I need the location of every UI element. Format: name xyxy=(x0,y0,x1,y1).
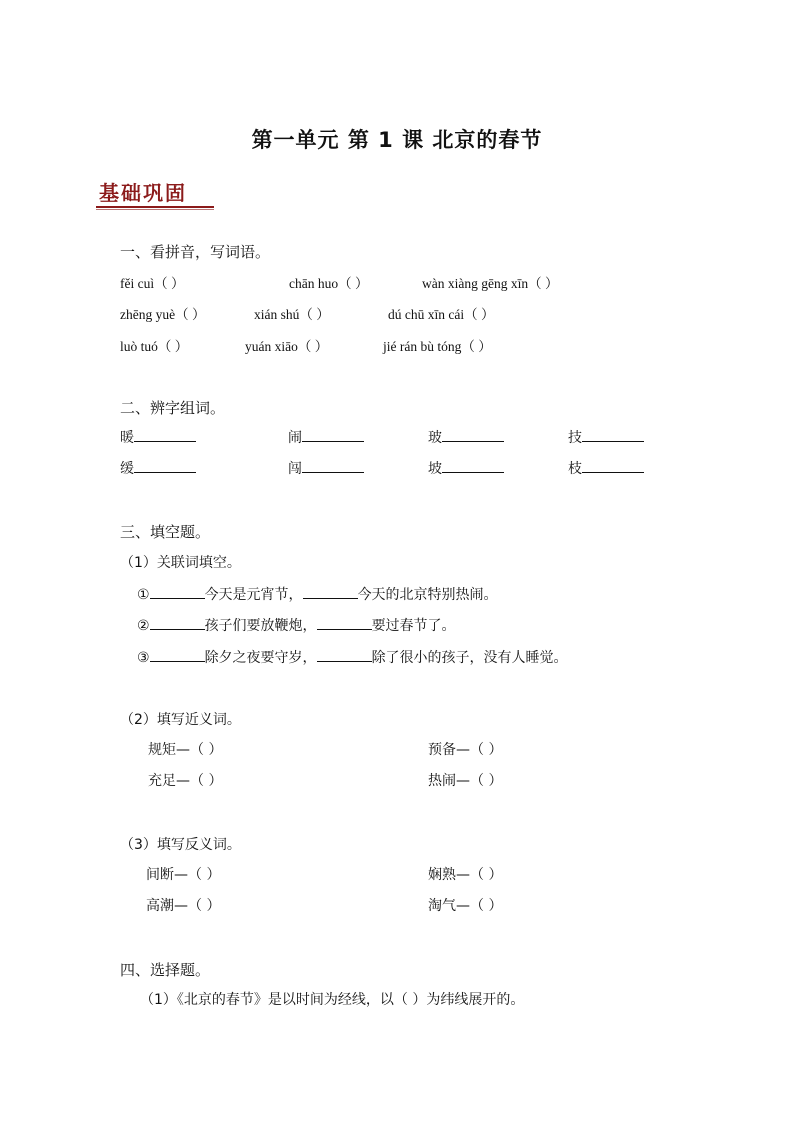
antonym-item: 淘气—（ ） xyxy=(428,898,503,914)
subsection-heading: （1）关联词填空。 xyxy=(120,555,241,571)
char-blank-item xyxy=(120,458,196,478)
fill-blank[interactable] xyxy=(150,647,205,662)
synonym-item: 热闹—（ ） xyxy=(428,773,503,789)
char: 闯 xyxy=(288,461,302,477)
fill-blank[interactable] xyxy=(302,427,364,442)
pinyin-item: luò tuó（ ） xyxy=(120,339,189,354)
char: 技 xyxy=(568,430,582,446)
section-badge: 基础巩固 xyxy=(99,181,187,205)
fill-blank[interactable] xyxy=(317,615,372,630)
char-blank-item xyxy=(120,427,196,447)
fill-blank[interactable] xyxy=(150,615,205,630)
antonym-item: 间断—（ ） xyxy=(146,867,221,883)
fill-blank[interactable] xyxy=(442,458,504,473)
fill-blank[interactable] xyxy=(317,647,372,662)
pinyin-item: xián shú（ ） xyxy=(254,307,330,322)
fill-blank[interactable] xyxy=(442,427,504,442)
section-3-heading: 三、填空题。 xyxy=(120,523,211,541)
section-1-heading: 一、看拼音，写词语。 xyxy=(120,243,271,261)
pinyin-item: jié rán bù tóng（ ） xyxy=(383,339,492,354)
fill-blank[interactable] xyxy=(134,458,196,473)
char: 枝 xyxy=(568,461,582,477)
char: 闹 xyxy=(288,430,302,446)
synonym-item: 预备—（ ） xyxy=(428,742,503,758)
pinyin-item: dú chū xīn cái（ ） xyxy=(388,307,495,322)
char: 缓 xyxy=(120,461,134,477)
choice-question: （1）《北京的春节》是以时间为经线，以（ ）为纬线展开的。 xyxy=(140,992,525,1008)
subsection-heading: （3）填写反义词。 xyxy=(120,837,241,853)
char: 坡 xyxy=(428,461,442,477)
char-blank-item xyxy=(568,458,644,478)
pinyin-item: wàn xiàng gēng xīn（ ） xyxy=(422,276,559,291)
char-blank-item xyxy=(428,458,504,478)
conjunction-item: ① 今天是元宵节， 今天的北京特别热闹。 xyxy=(137,584,498,604)
subsection-heading: （2）填写近义词。 xyxy=(120,712,241,728)
fill-blank[interactable] xyxy=(150,584,205,599)
section-2-heading: 二、辨字组词。 xyxy=(120,399,226,417)
antonym-item: 高潮—（ ） xyxy=(146,898,221,914)
char: 玻 xyxy=(428,430,442,446)
fill-blank[interactable] xyxy=(302,458,364,473)
pinyin-item: zhēng yuè（ ） xyxy=(120,307,206,322)
section-4-heading: 四、选择题。 xyxy=(120,961,211,979)
badge-underline xyxy=(96,206,214,208)
pinyin-item: chān huo（ ） xyxy=(289,276,369,291)
fill-blank[interactable] xyxy=(134,427,196,442)
fill-blank[interactable] xyxy=(582,427,644,442)
char-blank-item xyxy=(288,458,364,478)
pinyin-item: fěi cuì（ ） xyxy=(120,276,185,291)
conjunction-item: ② 孩子们要放鞭炮， 要过春节了。 xyxy=(137,615,456,635)
char-blank-item xyxy=(568,427,644,447)
char-blank-item xyxy=(428,427,504,447)
synonym-item: 规矩—（ ） xyxy=(148,742,223,758)
conjunction-item: ③ 除夕之夜要守岁， 除了很小的孩子，没有人睡觉。 xyxy=(137,647,568,667)
fill-blank[interactable] xyxy=(303,584,358,599)
page-title: 第一单元 第 1 课 北京的春节 xyxy=(251,128,543,152)
char: 暖 xyxy=(120,430,134,446)
synonym-item: 充足—（ ） xyxy=(148,773,223,789)
pinyin-item: yuán xiāo（ ） xyxy=(245,339,329,354)
antonym-item: 娴熟—（ ） xyxy=(428,867,503,883)
fill-blank[interactable] xyxy=(582,458,644,473)
badge-underline-thin xyxy=(96,209,214,210)
char-blank-item xyxy=(288,427,364,447)
